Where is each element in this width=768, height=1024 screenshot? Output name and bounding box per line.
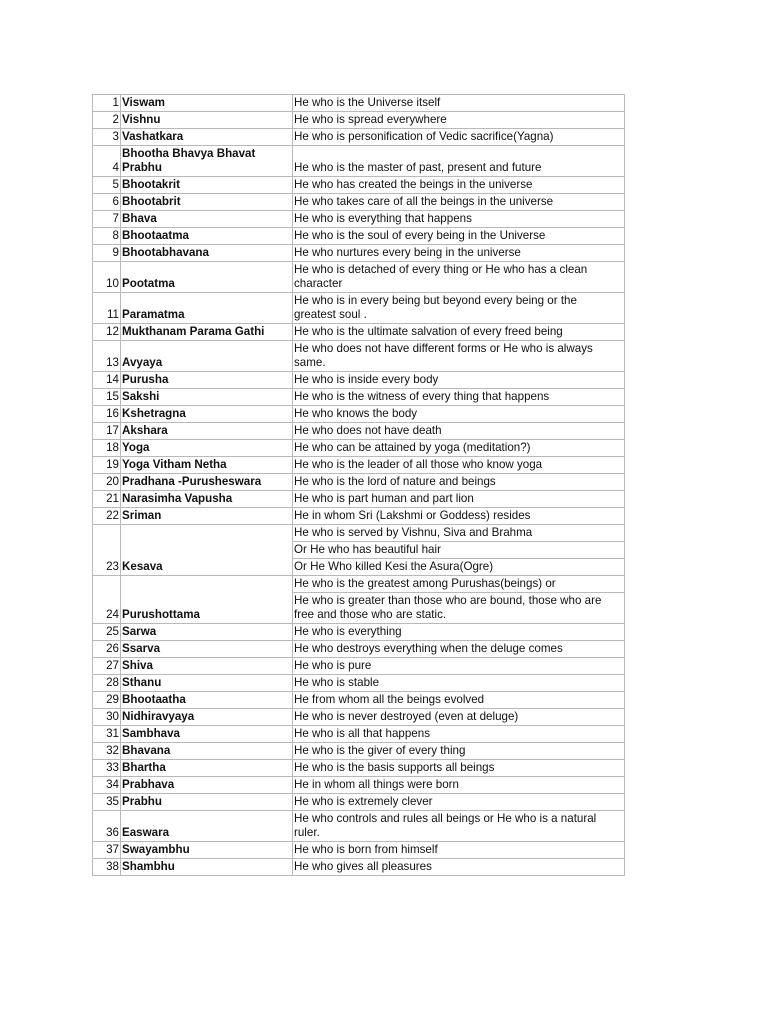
meaning-cell <box>293 658 625 675</box>
meaning-cell <box>293 474 625 491</box>
table-row <box>93 508 625 525</box>
row-number: 38 <box>93 859 121 876</box>
meaning-cell <box>293 423 625 440</box>
meaning-cell <box>293 194 625 211</box>
table-row <box>93 406 625 423</box>
meaning-line: He who is the lord of nature and beings <box>294 475 496 488</box>
meaning-line: He who is detached of every thing or He who has a clean character <box>294 263 588 290</box>
row-number: 16 <box>93 406 121 423</box>
meaning-line: He who is everything <box>294 625 402 638</box>
table-row <box>93 262 625 293</box>
row-number: 25 <box>93 624 121 641</box>
meaning-line: He who is served by Vishnu, Siva and Brahma <box>294 526 533 539</box>
table-row <box>93 228 625 245</box>
meaning-cell <box>293 146 625 177</box>
name-cell: Bhava <box>121 211 293 228</box>
name-cell: Bhootabrit <box>121 194 293 211</box>
meaning-line: He who is greater than those who are bound, those who are free and those who are static. <box>293 592 624 623</box>
table-row <box>93 641 625 658</box>
row-number: 35 <box>93 794 121 811</box>
row-number: 36 <box>93 811 121 842</box>
row-number: 10 <box>93 262 121 293</box>
name-cell: Prabhu <box>121 794 293 811</box>
meaning-cell <box>293 177 625 194</box>
name-cell: Pootatma <box>121 262 293 293</box>
meaning-cell <box>293 692 625 709</box>
table-row <box>93 324 625 341</box>
table-row <box>93 692 625 709</box>
meaning-cell <box>293 262 625 293</box>
row-number: 1 <box>93 95 121 112</box>
meaning-line: He who is extremely clever <box>294 795 433 808</box>
table-row <box>93 293 625 324</box>
meaning-line: He who has created the beings in the universe <box>294 178 533 191</box>
meaning-cell <box>293 491 625 508</box>
meaning-line: He who can be attained by yoga (meditation?) <box>294 441 531 454</box>
names-table <box>92 94 625 876</box>
meaning-line: He who is the greatest among Purushas(beings) or <box>294 577 556 590</box>
row-number: 17 <box>93 423 121 440</box>
meaning-line: He who is the witness of every thing that happens <box>294 390 550 403</box>
name-cell: Purushottama <box>121 576 293 624</box>
row-number: 6 <box>93 194 121 211</box>
row-number: 22 <box>93 508 121 525</box>
meaning-line: He who is born from himself <box>294 843 438 856</box>
name-cell: Sthanu <box>121 675 293 692</box>
meaning-line: He in whom all things were born <box>294 778 459 791</box>
meaning-line: Or He Who killed Kesi the Asura(Ogre) <box>293 558 624 575</box>
meaning-cell <box>293 842 625 859</box>
meaning-line: Or He who has beautiful hair <box>293 541 624 558</box>
table-row <box>93 457 625 474</box>
row-number: 14 <box>93 372 121 389</box>
meaning-line: He who takes care of all the beings in the universe <box>294 195 554 208</box>
row-number: 20 <box>93 474 121 491</box>
name-cell: Sakshi <box>121 389 293 406</box>
meaning-cell <box>293 777 625 794</box>
meaning-cell <box>293 211 625 228</box>
table-row <box>93 440 625 457</box>
meaning-line: He who is the leader of all those who know yoga <box>294 458 543 471</box>
name-cell: Mukthanam Parama Gathi <box>121 324 293 341</box>
table-row <box>93 760 625 777</box>
row-number: 7 <box>93 211 121 228</box>
table-row <box>93 245 625 262</box>
table-row <box>93 491 625 508</box>
meaning-line: He who does not have death <box>294 424 442 437</box>
name-cell: Shiva <box>121 658 293 675</box>
row-number: 31 <box>93 726 121 743</box>
name-cell: Kshetragna <box>121 406 293 423</box>
row-number: 3 <box>93 129 121 146</box>
meaning-cell <box>293 406 625 423</box>
name-cell: Sarwa <box>121 624 293 641</box>
name-cell: Sriman <box>121 508 293 525</box>
name-cell: Vishnu <box>121 112 293 129</box>
meaning-line: He who does not have different forms or He who is always same. <box>294 342 593 369</box>
name-cell: Bhavana <box>121 743 293 760</box>
name-cell: Yoga <box>121 440 293 457</box>
table-row <box>93 709 625 726</box>
table-row <box>93 146 625 177</box>
meaning-cell <box>293 525 625 576</box>
meaning-line: He who is the soul of every being in the Universe <box>294 229 546 242</box>
meaning-line: He who is stable <box>294 676 380 689</box>
name-cell: Bhootaatma <box>121 228 293 245</box>
meaning-line: He who nurtures every being in the universe <box>294 246 521 259</box>
meaning-line: He who controls and rules all beings or He who is a natural ruler. <box>294 812 597 839</box>
row-number: 29 <box>93 692 121 709</box>
meaning-line: He who is pure <box>294 659 372 672</box>
row-number: 24 <box>93 576 121 624</box>
row-number: 19 <box>93 457 121 474</box>
row-number: 18 <box>93 440 121 457</box>
meaning-line: He who is the Universe itself <box>294 96 441 109</box>
row-number: 13 <box>93 341 121 372</box>
table-row <box>93 112 625 129</box>
table-row <box>93 675 625 692</box>
meaning-cell <box>293 624 625 641</box>
table-row <box>93 811 625 842</box>
row-number: 2 <box>93 112 121 129</box>
meaning-line: He who is the basis supports all beings <box>294 761 495 774</box>
table-row <box>93 211 625 228</box>
table-row <box>93 129 625 146</box>
table-row <box>93 341 625 372</box>
table-row <box>93 576 625 624</box>
name-cell: Avyaya <box>121 341 293 372</box>
name-cell: Bhartha <box>121 760 293 777</box>
meaning-line: He who is all that happens <box>294 727 430 740</box>
name-cell: Bhootabhavana <box>121 245 293 262</box>
row-number: 32 <box>93 743 121 760</box>
name-cell: Swayambhu <box>121 842 293 859</box>
row-number: 8 <box>93 228 121 245</box>
table-row <box>93 372 625 389</box>
meaning-line: He who is personification of Vedic sacrifice(Yagna) <box>294 130 554 143</box>
table-body <box>93 95 625 876</box>
meaning-line: He from whom all the beings evolved <box>294 693 485 706</box>
meaning-cell <box>293 675 625 692</box>
row-number: 30 <box>93 709 121 726</box>
meaning-cell <box>293 440 625 457</box>
name-cell: Narasimha Vapusha <box>121 491 293 508</box>
row-number: 4 <box>93 146 121 177</box>
meaning-cell <box>293 324 625 341</box>
table-row <box>93 777 625 794</box>
meaning-line: He who is spread everywhere <box>294 113 447 126</box>
row-number: 21 <box>93 491 121 508</box>
meaning-line: He who gives all pleasures <box>294 860 432 873</box>
meaning-cell <box>293 245 625 262</box>
name-cell: Ssarva <box>121 641 293 658</box>
meaning-cell <box>293 743 625 760</box>
row-number: 28 <box>93 675 121 692</box>
meaning-cell <box>293 341 625 372</box>
name-cell: Paramatma <box>121 293 293 324</box>
meaning-cell <box>293 228 625 245</box>
name-cell: Nidhiravyaya <box>121 709 293 726</box>
meaning-cell <box>293 389 625 406</box>
table-row <box>93 474 625 491</box>
row-number: 33 <box>93 760 121 777</box>
table-row <box>93 624 625 641</box>
row-number: 12 <box>93 324 121 341</box>
table-row <box>93 389 625 406</box>
table-row <box>93 95 625 112</box>
row-number: 11 <box>93 293 121 324</box>
meaning-line: He who is the master of past, present and future <box>294 161 542 174</box>
name-cell: Bhootakrit <box>121 177 293 194</box>
row-number: 27 <box>93 658 121 675</box>
meaning-cell <box>293 508 625 525</box>
name-cell: Easwara <box>121 811 293 842</box>
meaning-line: He in whom Sri (Lakshmi or Goddess) resides <box>294 509 531 522</box>
meaning-cell <box>293 859 625 876</box>
name-cell: Bhootha Bhavya Bhavat Prabhu <box>121 146 293 177</box>
table-row <box>93 726 625 743</box>
row-number: 5 <box>93 177 121 194</box>
meaning-cell <box>293 641 625 658</box>
table-row <box>93 177 625 194</box>
name-cell: Kesava <box>121 525 293 576</box>
name-cell: Yoga Vitham Netha <box>121 457 293 474</box>
meaning-cell <box>293 95 625 112</box>
row-number: 37 <box>93 842 121 859</box>
meaning-cell <box>293 760 625 777</box>
meaning-cell <box>293 726 625 743</box>
meaning-line: He who is never destroyed (even at deluge) <box>294 710 519 723</box>
row-number: 34 <box>93 777 121 794</box>
meaning-cell <box>293 709 625 726</box>
meaning-cell <box>293 372 625 389</box>
name-cell: Shambhu <box>121 859 293 876</box>
name-cell: Viswam <box>121 95 293 112</box>
row-number: 15 <box>93 389 121 406</box>
name-cell: Prabhava <box>121 777 293 794</box>
row-number: 26 <box>93 641 121 658</box>
meaning-cell <box>293 129 625 146</box>
table-row <box>93 423 625 440</box>
meaning-line: He who is the ultimate salvation of every freed being <box>294 325 563 338</box>
meaning-line: He who is the giver of every thing <box>294 744 466 757</box>
row-number: 23 <box>93 525 121 576</box>
meaning-line: He who is everything that happens <box>294 212 472 225</box>
name-cell: Sambhava <box>121 726 293 743</box>
meaning-cell <box>293 794 625 811</box>
table-row <box>93 743 625 760</box>
name-cell: Bhootaatha <box>121 692 293 709</box>
name-cell: Vashatkara <box>121 129 293 146</box>
name-cell: Purusha <box>121 372 293 389</box>
meaning-cell <box>293 112 625 129</box>
name-cell: Pradhana -Purusheswara <box>121 474 293 491</box>
row-number: 9 <box>93 245 121 262</box>
name-cell: Akshara <box>121 423 293 440</box>
meaning-line: He who destroys everything when the deluge comes <box>294 642 563 655</box>
meaning-line: He who is part human and part lion <box>294 492 474 505</box>
table-row <box>93 525 625 576</box>
table-row <box>93 842 625 859</box>
meaning-cell <box>293 457 625 474</box>
meaning-line: He who is in every being but beyond every being or the greatest soul . <box>294 294 577 321</box>
meaning-line: He who is inside every body <box>294 373 439 386</box>
meaning-cell <box>293 293 625 324</box>
meaning-line: He who knows the body <box>294 407 418 420</box>
table-row <box>93 194 625 211</box>
meaning-cell <box>293 576 625 624</box>
meaning-cell <box>293 811 625 842</box>
table-row <box>93 794 625 811</box>
table-row <box>93 658 625 675</box>
table-row <box>93 859 625 876</box>
